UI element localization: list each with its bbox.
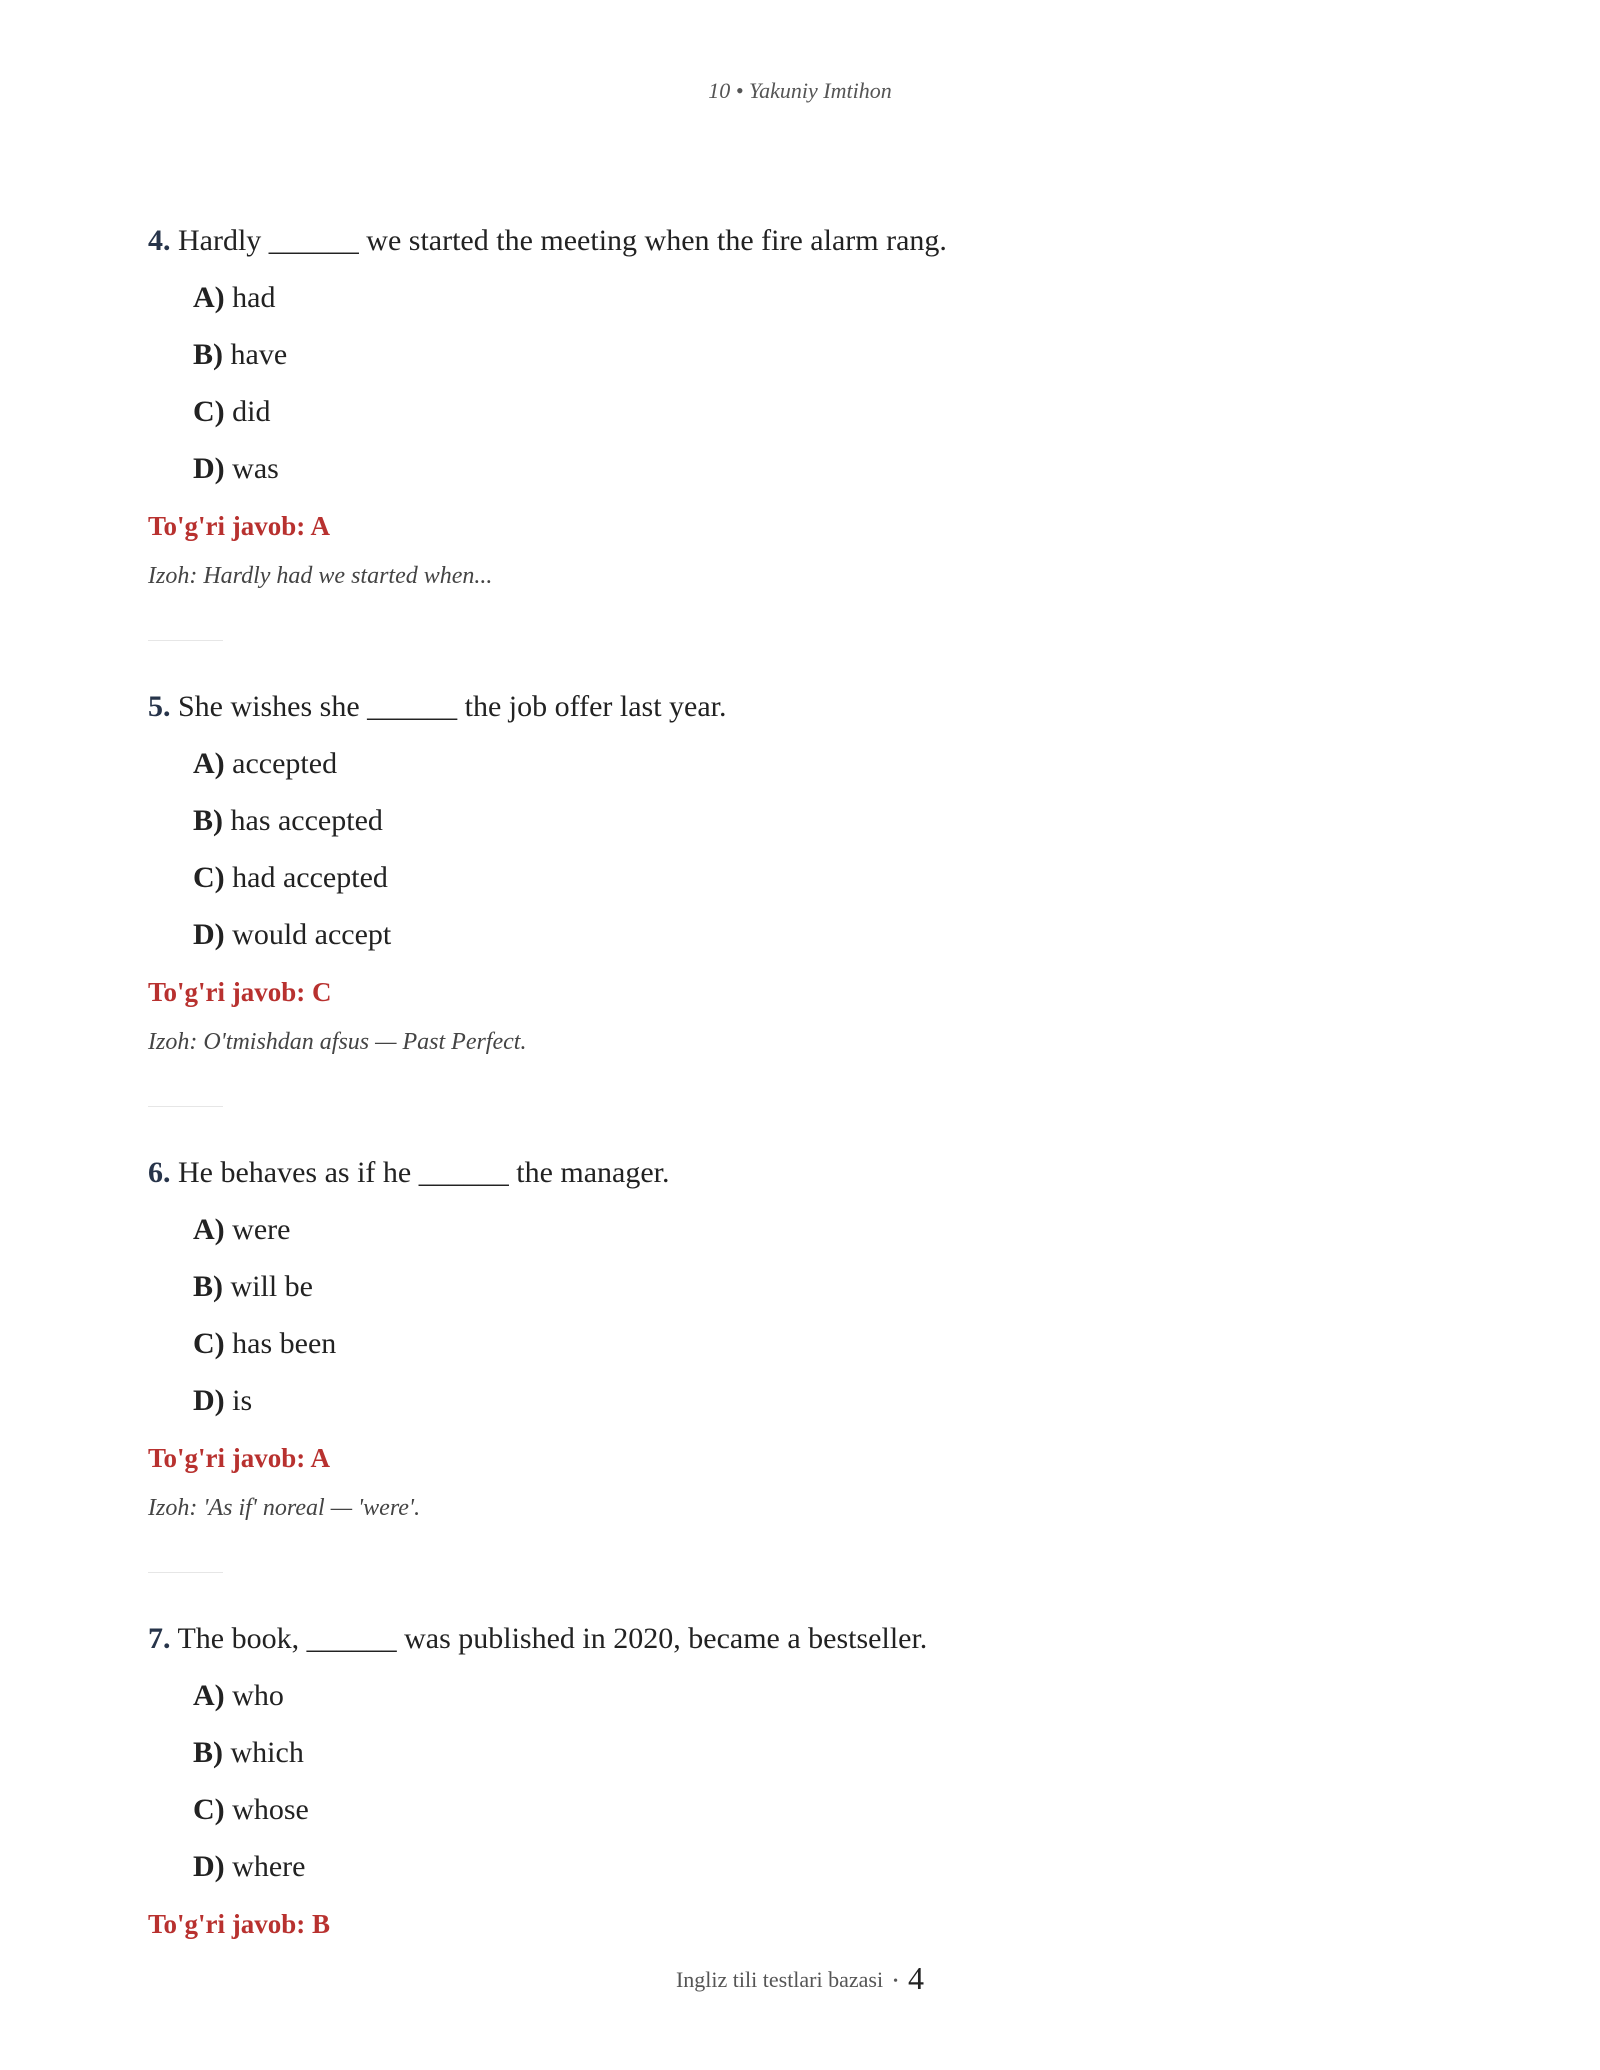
option-text: whose	[232, 1793, 309, 1826]
question-text	[148, 218, 1448, 264]
option-text: has been	[232, 1327, 337, 1360]
question-number: 4.	[148, 224, 171, 257]
correct-answer: To'g'ri javob: B	[148, 1909, 331, 1939]
question-stem: He behaves as if he ______ the manager.	[178, 1156, 670, 1189]
option-c	[193, 1787, 1448, 1833]
option-text: would accept	[232, 918, 392, 951]
question-divider	[148, 1106, 223, 1107]
option-letter: B)	[193, 804, 223, 837]
option-text: has accepted	[230, 804, 383, 837]
question-number: 5.	[148, 690, 171, 723]
option-a	[193, 1673, 1448, 1719]
option-letter: D)	[193, 452, 225, 485]
page-footer	[0, 1960, 1600, 1997]
option-letter: A)	[193, 1213, 225, 1246]
option-text: had accepted	[232, 861, 388, 894]
option-letter: A)	[193, 747, 225, 780]
question-5	[148, 684, 1448, 1107]
option-text: was	[232, 452, 279, 485]
option-text: did	[232, 395, 271, 428]
option-b	[193, 798, 1448, 844]
questions-list	[148, 218, 1448, 1951]
option-a	[193, 741, 1448, 787]
option-text: had	[232, 281, 276, 314]
question-6	[148, 1150, 1448, 1573]
question-7	[148, 1616, 1448, 1947]
option-b	[193, 1264, 1448, 1310]
option-text: where	[232, 1850, 306, 1883]
question-text	[148, 1616, 1448, 1662]
question-stem: Hardly ______ we started the meeting when the fire alarm rang.	[178, 224, 947, 257]
option-letter: C)	[193, 395, 225, 428]
option-letter: D)	[193, 1384, 225, 1417]
option-a	[193, 1207, 1448, 1253]
option-text: which	[230, 1736, 304, 1769]
question-number: 6.	[148, 1156, 171, 1189]
question-stem: The book, ______ was published in 2020, became a bestseller.	[177, 1622, 928, 1655]
option-a	[193, 275, 1448, 321]
option-letter: B)	[193, 338, 223, 371]
explanation-note: Izoh: 'As if' noreal — 'were'.	[148, 1495, 421, 1521]
question-stem: She wishes she ______ the job offer last year.	[178, 690, 727, 723]
correct-answer: To'g'ri javob: A	[148, 511, 331, 541]
option-letter: A)	[193, 281, 225, 314]
correct-answer: To'g'ri javob: A	[148, 1443, 331, 1473]
option-b	[193, 1730, 1448, 1776]
page-number: 4	[908, 1960, 924, 1996]
option-text: accepted	[232, 747, 338, 780]
option-letter: A)	[193, 1679, 225, 1712]
question-text	[148, 1150, 1448, 1196]
question-divider	[148, 1572, 223, 1573]
question-text	[148, 684, 1448, 730]
question-number: 7.	[148, 1622, 171, 1655]
option-d	[193, 1378, 1448, 1424]
option-letter: B)	[193, 1736, 223, 1769]
option-c	[193, 389, 1448, 435]
options-list	[148, 275, 1448, 492]
correct-answer: To'g'ri javob: C	[148, 977, 332, 1007]
footer-title: Ingliz tili testlari bazasi	[675, 1967, 884, 1992]
option-d	[193, 1844, 1448, 1890]
option-text: will be	[230, 1270, 313, 1303]
option-c	[193, 1321, 1448, 1367]
option-d	[193, 912, 1448, 958]
option-letter: D)	[193, 918, 225, 951]
option-letter: C)	[193, 1327, 225, 1360]
option-b	[193, 332, 1448, 378]
option-letter: D)	[193, 1850, 225, 1883]
running-header: 10 • Yakuniy Imtihon	[708, 78, 892, 103]
question-divider	[148, 640, 223, 641]
footer-separator: •	[893, 1973, 898, 1989]
explanation-note: Izoh: Hardly had we started when...	[148, 563, 493, 589]
option-letter: C)	[193, 861, 225, 894]
option-text: have	[230, 338, 288, 371]
options-list	[148, 1207, 1448, 1424]
explanation-note: Izoh: O'tmishdan afsus — Past Perfect.	[148, 1029, 527, 1055]
options-list	[148, 1673, 1448, 1890]
options-list	[148, 741, 1448, 958]
option-letter: C)	[193, 1793, 225, 1826]
option-text: is	[232, 1384, 253, 1417]
option-d	[193, 446, 1448, 492]
option-letter: B)	[193, 1270, 223, 1303]
question-4	[148, 218, 1448, 641]
option-text: who	[232, 1679, 284, 1712]
option-c	[193, 855, 1448, 901]
option-text: were	[232, 1213, 291, 1246]
